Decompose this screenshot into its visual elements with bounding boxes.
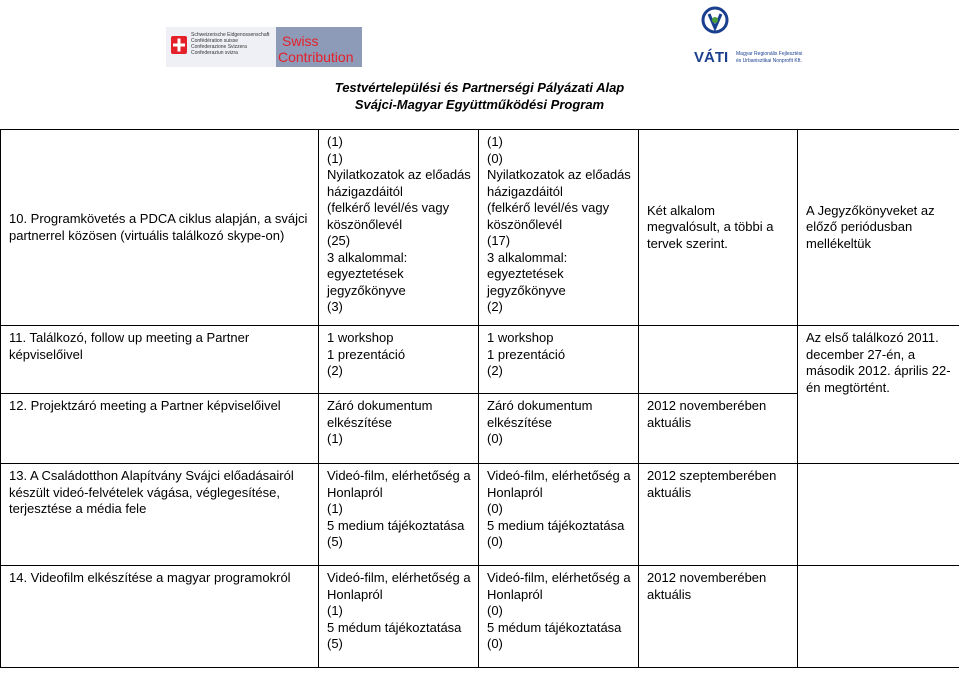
achieved-indicators-cell: 1 workshop 1 prezentáció (2) <box>479 326 639 394</box>
svg-text:Magyar Regionális Fejlesztési: Magyar Regionális Fejlesztési <box>736 51 803 57</box>
vati-logo <box>690 4 818 66</box>
svg-text:és Urbanisztikai Nonprofit Kft: és Urbanisztikai Nonprofit Kft. <box>736 58 802 64</box>
planned-indicators-cell: 1 workshop 1 prezentáció (2) <box>319 326 479 394</box>
comment-cell <box>798 566 959 668</box>
table-row <box>1 464 959 566</box>
svg-text:Confederaziun svizra: Confederaziun svizra <box>191 50 238 56</box>
activity-cell: 14. Videofilm elkészítése a magyar programokról <box>1 566 319 668</box>
table-row <box>1 326 959 394</box>
svg-text:Confédération suisse: Confédération suisse <box>191 38 238 44</box>
svg-text:Confederazione Svizzera: Confederazione Svizzera <box>191 44 247 50</box>
svg-text:Contribution: Contribution <box>278 49 354 65</box>
achieved-indicators-cell: Videó-film, elérhetőség a Honlapról (0) 5 médum tájékoztatása (0) <box>479 566 639 668</box>
planned-indicators-cell: Záró dokumentum elkészítése (1) <box>319 394 479 464</box>
swiss-contribution-logo <box>166 27 362 67</box>
status-cell: Két alkalom megvalósult, a többi a tervek szerint. <box>639 130 798 326</box>
program-title: Testvértelepülési és Partnerségi Pályázati Alap <box>334 80 625 95</box>
vati-emblem-icon <box>703 8 727 32</box>
comment-cell: A Jegyzőkönyveket az előző periódusban mellékeltük <box>798 130 959 326</box>
activity-cell: 10. Programkövetés a PDCA ciklus alapján, a svájci partnerrel közösen (virtuális találkozó skype-on) <box>1 130 319 326</box>
achieved-indicators-cell: Videó-film, elérhetőség a Honlapról (0) 5 medium tájékoztatása (0) <box>479 464 639 566</box>
status-cell: 2012 szeptemberében aktuális <box>639 464 798 566</box>
svg-text:VÁTI: VÁTI <box>694 49 729 66</box>
activity-cell: 11. Találkozó, follow up meeting a Partner képviselőivel <box>1 326 319 394</box>
status-cell <box>639 326 798 394</box>
achieved-indicators-cell: Záró dokumentum elkészítése (0) <box>479 394 639 464</box>
comment-cell: Az első találkozó 2011. december 27-én, a második 2012. április 22-én megtörtént. <box>798 326 959 464</box>
planned-indicators-cell: Videó-film, elérhetőség a Honlapról (1) 5 médum tájékoztatása (5) <box>319 566 479 668</box>
svg-text:Schweizerische Eidgenossenscha: Schweizerische Eidgenossenschaft <box>191 32 270 38</box>
planned-indicators-cell: Videó-film, elérhetőség a Honlapról (1) 5 medium tájékoztatása (5) <box>319 464 479 566</box>
table-row <box>1 130 959 326</box>
comment-cell <box>798 464 959 566</box>
program-subtitle: Svájci-Magyar Együttműködési Program <box>354 97 605 112</box>
status-cell: 2012 novemberében aktuális <box>639 566 798 668</box>
table-row <box>1 566 959 668</box>
activity-table <box>0 129 959 668</box>
achieved-indicators-cell: (1) (0) Nyilatkozatok az előadás házigazdáitól (felkérő levél/és vagy köszönőlevél (17) 3 alkalommal: egyeztetések jegyzőkönyve (2) <box>479 130 639 326</box>
activity-cell: 12. Projektzáró meeting a Partner képviselőivel <box>1 394 319 464</box>
activity-cell: 13. A Családotthon Alapítvány Svájci előadásairól készült videó-felvételek vágása, véglegesítése, terjesztése a média fele <box>1 464 319 566</box>
status-cell: 2012 novemberében aktuális <box>639 394 798 464</box>
planned-indicators-cell: (1) (1) Nyilatkozatok az előadás házigazdáitól (felkérő levél/és vagy köszönőlevél (25) 3 alkalommal: egyeztetések jegyzőkönyve (3) <box>319 130 479 326</box>
svg-text:Swiss: Swiss <box>282 33 319 49</box>
